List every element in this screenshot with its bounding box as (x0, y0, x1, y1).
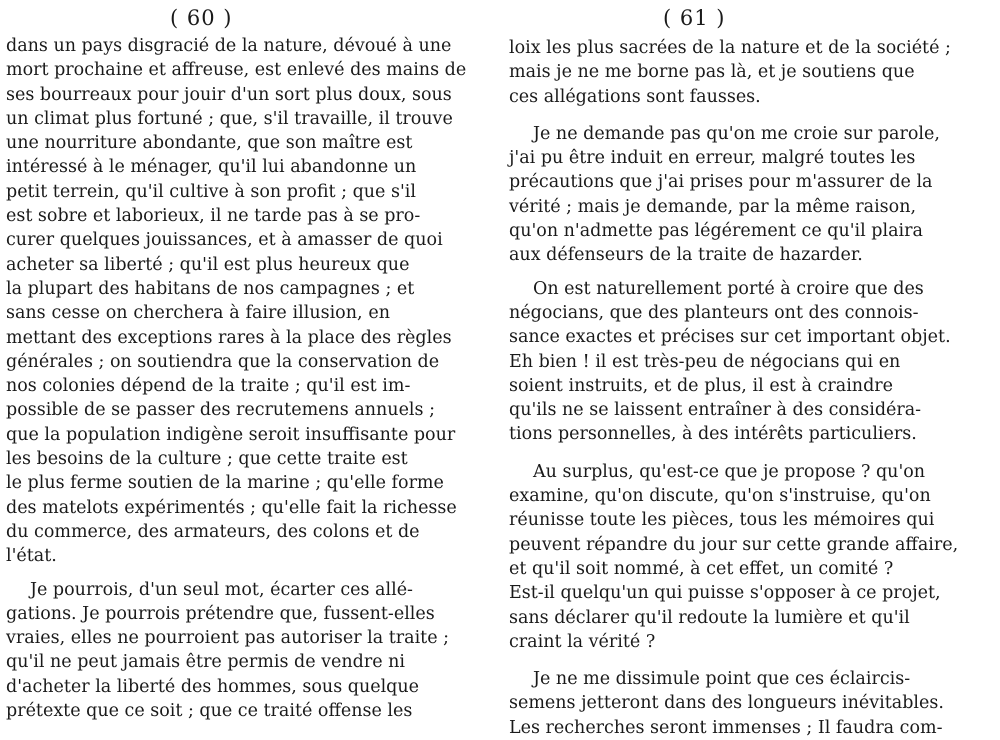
page-number-61: ( 61 ) (663, 6, 726, 30)
text-line: possible de se passer des recrutemens annuels ; (6, 400, 435, 421)
page-number-60: ( 60 ) (170, 6, 233, 30)
text-line: gations. Je pourrois prétendre que, fussent-elles (6, 603, 435, 624)
text-line: prétexte que ce soit ; que ce traité offense les (6, 701, 413, 722)
text-line: vérité ; mais je demande, par la même raison, (509, 196, 917, 217)
text-line: la plupart des habitans de nos campagnes ; et (6, 278, 415, 299)
text-line: qu'ils ne se laissent entraîner à des considéra- (509, 400, 922, 421)
paragraph-gap (509, 109, 893, 122)
paragraph-gap (509, 268, 893, 277)
text-line: l'état. (6, 546, 57, 567)
text-line: Eh bien ! il est très-peu de négocians qui en (509, 351, 901, 372)
text-line: du commerce, des armateurs, des colons et de (6, 521, 420, 542)
text-line: On est naturellement porté à croire que des (533, 278, 924, 299)
text-line: qu'on n'admette pas légérement ce qu'il plaira (509, 221, 923, 242)
text-line: qu'il ne peut jamais être permis de vendre ni (6, 652, 406, 673)
text-line: que la population indigène seroit insuffisante pour (6, 424, 456, 445)
text-line: Je ne demande pas qu'on me croie sur parole, (533, 123, 940, 144)
text-line: curer quelques jouissances, et à amasser de quoi (6, 230, 443, 251)
text-line: un climat plus fortuné ; que, s'il travaille, il trouve (6, 108, 453, 129)
text-line: mais je ne me borne pas là, et je soutiens que (509, 62, 915, 83)
text-line: semens jetteront dans des longueurs inévitables. (509, 693, 944, 714)
text-line: loix les plus sacrées de la nature et de la société ; (509, 38, 951, 58)
text-line: tions personnelles, à des intérêts particuliers. (509, 424, 917, 445)
text-line: Je ne me dissimule point que ces éclaircis- (533, 669, 911, 690)
left-page-text (6, 34, 467, 723)
text-line: une nourriture abondante, que son maître est (6, 133, 413, 154)
text-line: le plus ferme soutien de la marine ; qu'elle forme (6, 473, 444, 494)
text-line: générales ; on soutiendra que la conservation de (6, 351, 440, 372)
text-line: sans cesse on cherchera à faire illusion, en (6, 303, 390, 324)
text-line: ces allégations sont fausses. (509, 86, 761, 107)
text-line: vraies, elles ne pourroient pas autoriser la traite ; (6, 628, 450, 649)
text-line: mettant des exceptions rares à la place des règles (6, 327, 452, 348)
text-line: dans un pays disgracié de la nature, dévoué à une (6, 36, 452, 56)
text-line: Est-il quelqu'un qui puisse s'opposer à ce projet, (509, 583, 941, 604)
text-line: et qu'il soit nommé, à cet effet, un comité ? (509, 558, 894, 579)
text-line: Je pourrois, d'un seul mot, écarter ces allé- (30, 579, 413, 600)
right-page (500, 0, 1000, 738)
text-line: Les recherches seront immenses ; Il faudra com- (509, 717, 943, 738)
text-line: est sobre et laborieux, il ne tarde pas à se pro- (6, 206, 421, 227)
paragraph-gap (509, 654, 893, 667)
text-line: Au surplus, qu'est-ce que je propose ? qu'on (533, 461, 926, 482)
text-line: nos colonies dépend de la traite ; qu'il est im- (6, 376, 411, 397)
paragraph-gap (509, 447, 893, 460)
text-line: mort prochaine et affreuse, est enlevé des mains de (6, 60, 467, 81)
text-line: ses bourreaux pour jouir d'un sort plus doux, sous (6, 84, 452, 105)
text-line: peuvent répandre du jour sur cette grande affaire, (509, 534, 959, 555)
text-line: les besoins de la culture ; que cette traite est (6, 449, 408, 470)
text-line: acheter sa liberté ; qu'il est plus heureux que (6, 254, 410, 275)
paragraph-gap (6, 569, 390, 578)
text-line: j'ai pu être induit en erreur, malgré toutes les (509, 148, 916, 169)
text-line: d'acheter la liberté des hommes, sous quelque (6, 676, 420, 697)
text-line: craint la vérité ? (509, 631, 656, 652)
text-line: aux défenseurs de la traite de hazarder. (509, 245, 863, 266)
text-line: soient instruits, et de plus, il est à craindre (509, 375, 893, 396)
text-line: examine, qu'on discute, qu'on s'instruise, qu'on (509, 486, 931, 507)
text-line: précautions que j'ai prises pour m'assurer de la (509, 172, 933, 193)
text-line: sance exactes et précises sur cet important objet. (509, 327, 951, 348)
text-line: sans déclarer qu'il redoute la lumière et qu'il (509, 607, 910, 628)
right-page-text (509, 36, 959, 740)
text-line: intéressé à le ménager, qu'il lui abandonne un (6, 157, 417, 178)
text-line: négocians, que des planteurs ont des connois- (509, 302, 919, 323)
text-line: petit terrein, qu'il cultive à son profit ; que s'il (6, 181, 416, 202)
text-line: réunisse toute les pièces, tous les mémoires qui (509, 510, 935, 531)
left-page (0, 0, 500, 735)
text-line: des matelots expérimentés ; qu'elle fait la richesse (6, 497, 457, 518)
